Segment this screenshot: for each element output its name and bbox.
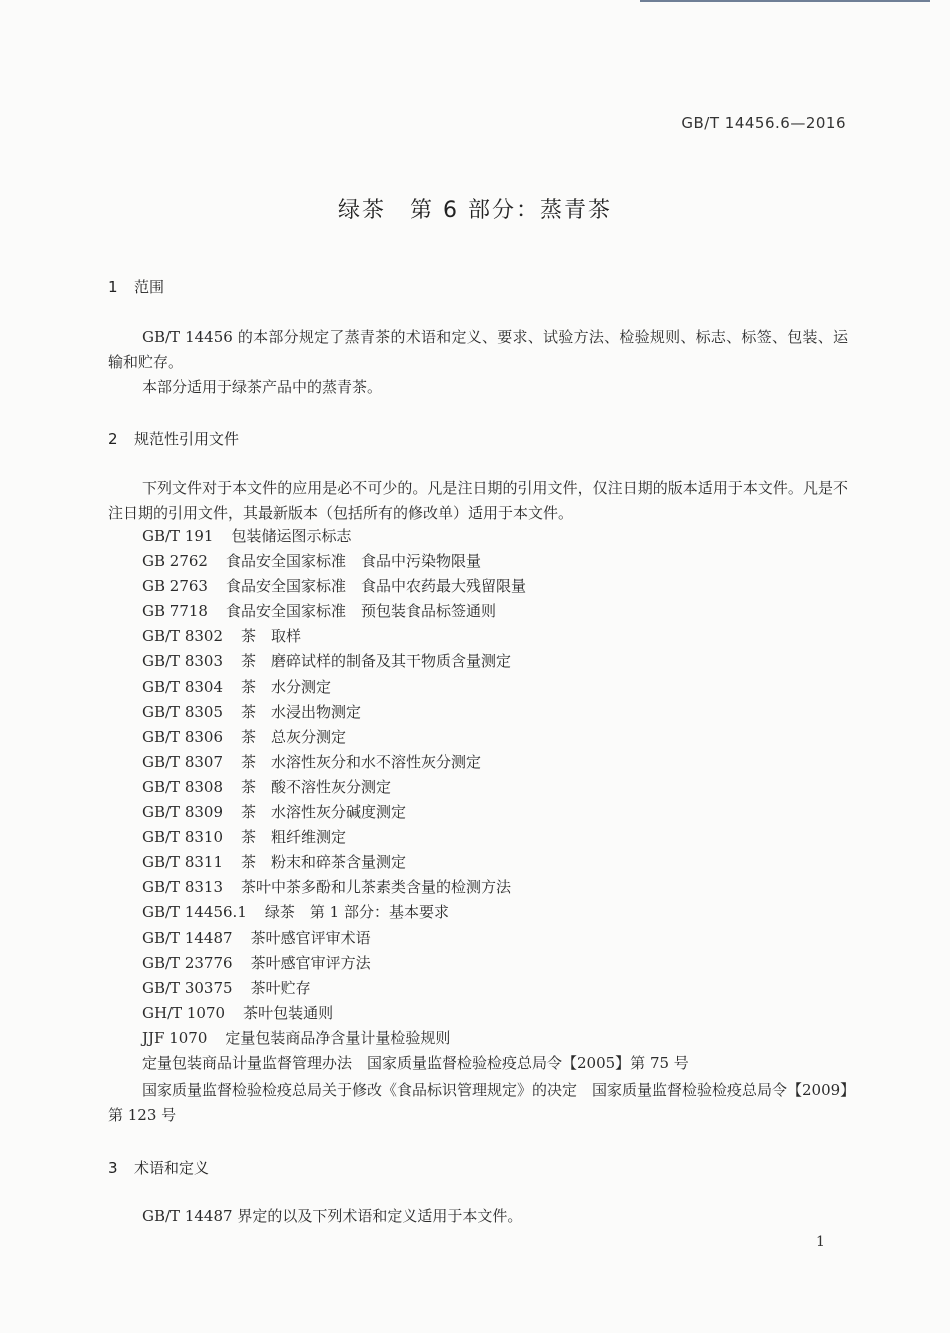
scan-edge-line (640, 0, 930, 2)
section-title: 术语和定义 (134, 1159, 210, 1177)
reference-title: 食品安全国家标准 食品中农药最大残留限量 (225, 577, 526, 596)
reference-code: GB/T 14456.1 (142, 903, 247, 922)
reference-item (142, 850, 852, 875)
reference-code: GB/T 8311 (142, 853, 224, 872)
reference-code: GB/T 8302 (142, 627, 224, 646)
section-1-paragraph-1: GB/T 14456 的本部分规定了蒸青茶的术语和定义、要求、试验方法、检验规则、标志、标签、包装、运输和贮存。 (108, 328, 848, 371)
reference-code: GH/T 1070 (142, 1003, 226, 1022)
reference-item (142, 900, 852, 925)
reference-item (142, 1051, 852, 1076)
reference-title: 茶叶感官审评方法 (250, 953, 371, 972)
reference-item (142, 951, 852, 976)
reference-item (142, 750, 852, 775)
reference-title: 茶叶中茶多酚和儿茶素类含量的检测方法 (241, 878, 512, 897)
reference-item (142, 976, 852, 1001)
reference-item (142, 825, 852, 850)
reference-item (142, 926, 852, 951)
reference-title: 食品安全国家标准 预包装食品标签通则 (225, 602, 496, 621)
reference-title: 食品安全国家标准 食品中污染物限量 (225, 552, 481, 571)
reference-code: GB/T 8304 (142, 677, 224, 696)
reference-item (142, 875, 852, 900)
section-number: 2 (108, 430, 118, 448)
reference-item (142, 549, 852, 574)
reference-code: GB/T 191 (142, 527, 214, 545)
reference-item (142, 775, 852, 800)
reference-item (142, 800, 852, 825)
section-2-heading (108, 428, 239, 449)
reference-title: 茶 粉末和碎茶含量测定 (241, 853, 407, 872)
reference-code: GB/T 8313 (142, 878, 224, 897)
reference-code: GB/T 8305 (142, 702, 224, 721)
section-1-heading (108, 276, 164, 297)
reference-title: 茶叶感官评审术语 (250, 928, 371, 947)
reference-title: 茶 取样 (241, 627, 302, 646)
reference-code: GB 2762 (142, 552, 208, 571)
reference-item-wrapped: 国家质量监督检验检疫总局关于修改《食品标识管理规定》的决定 国家质量监督检验检疫总局令【2009】第 123 号 (108, 1081, 848, 1124)
reference-title: 茶 酸不溶性灰分测定 (241, 777, 392, 796)
standard-code: GB/T 14456.6—2016 (681, 114, 846, 132)
reference-title: 茶 水溶性灰分和水不溶性灰分测定 (241, 752, 482, 771)
section-title: 范围 (134, 278, 165, 296)
reference-title: 定量包装商品计量监督管理办法 国家质量监督检验检疫总局令【2005】第 75 号 (142, 1053, 689, 1072)
reference-item (142, 675, 852, 700)
reference-title: 包装储运图示标志 (231, 527, 352, 545)
reference-title: 茶 粗纤维测定 (241, 828, 347, 847)
reference-title: 茶 水溶性灰分碱度测定 (241, 803, 407, 822)
reference-title: 茶叶贮存 (250, 978, 311, 997)
reference-item (142, 649, 852, 674)
reference-code: GB/T 8303 (142, 652, 224, 671)
reference-title: 茶 水浸出物测定 (241, 702, 362, 721)
section-3-heading (108, 1157, 209, 1178)
section-title: 规范性引用文件 (134, 430, 240, 448)
page-number: 1 (816, 1234, 825, 1250)
reference-code: GB/T 23776 (142, 953, 233, 972)
reference-item (142, 700, 852, 725)
reference-item (142, 574, 852, 599)
reference-item (142, 524, 852, 549)
reference-code: GB/T 8308 (142, 777, 224, 796)
section-3-paragraph-1: GB/T 14487 界定的以及下列术语和定义适用于本文件。 (142, 1207, 523, 1225)
section-1-paragraph-2: 本部分适用于绿茶产品中的蒸青茶。 (142, 378, 383, 396)
normative-reference-list (142, 524, 852, 1076)
reference-title: 茶叶包装通则 (243, 1003, 334, 1022)
reference-code: GB/T 8309 (142, 803, 224, 822)
document-title: 绿茶 第 6 部分：蒸青茶 (338, 198, 612, 223)
reference-code: GB 2763 (142, 577, 208, 596)
reference-item (142, 725, 852, 750)
section-number: 1 (108, 278, 118, 296)
reference-item (142, 1001, 852, 1026)
reference-title: 定量包装商品净含量计量检验规则 (225, 1028, 451, 1047)
reference-code: GB 7718 (142, 602, 208, 621)
reference-title: 绿茶 第 1 部分：基本要求 (264, 903, 449, 922)
reference-code: JJF 1070 (142, 1028, 208, 1047)
reference-code: GB/T 8306 (142, 727, 224, 746)
section-number: 3 (108, 1159, 118, 1177)
reference-title: 茶 磨碎试样的制备及其干物质含量测定 (241, 652, 512, 671)
reference-code: GB/T 30375 (142, 978, 233, 997)
section-2-paragraph-1: 下列文件对于本文件的应用是必不可少的。凡是注日期的引用文件，仅注日期的版本适用于本文件。凡是不注日期的引用文件，其最新版本（包括所有的修改单）适用于本文件。 (108, 479, 848, 522)
reference-title: 茶 水分测定 (241, 677, 332, 696)
reference-title: 茶 总灰分测定 (241, 727, 347, 746)
reference-item (142, 1026, 852, 1051)
reference-item (142, 624, 852, 649)
reference-code: GB/T 8307 (142, 752, 224, 771)
reference-code: GB/T 14487 (142, 928, 233, 947)
reference-item (142, 599, 852, 624)
reference-code: GB/T 8310 (142, 828, 224, 847)
